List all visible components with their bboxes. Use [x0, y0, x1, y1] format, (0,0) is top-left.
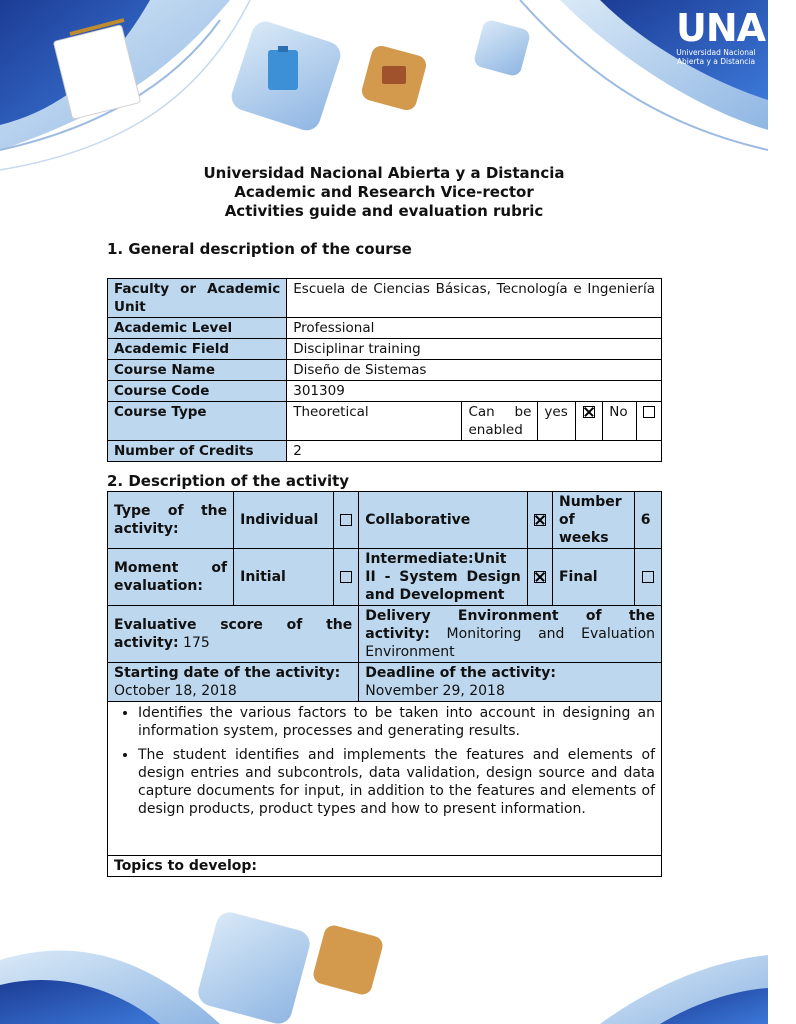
final-label: Final: [552, 549, 634, 606]
collaborative-checkbox[interactable]: [534, 514, 546, 526]
weeks-value: 6: [634, 492, 661, 549]
start-date-cell: [108, 663, 359, 702]
no-label: No: [603, 402, 636, 441]
deadline-value: November 29, 2018: [365, 683, 505, 699]
course-name-value: Diseño de Sistemas: [287, 360, 662, 381]
no-checkbox[interactable]: [643, 406, 655, 418]
header-line3: Activities guide and evaluation rubric: [224, 202, 544, 220]
yes-label: yes: [538, 402, 575, 441]
collaborative-label: Collaborative: [359, 492, 528, 549]
final-checkbox[interactable]: [642, 571, 654, 583]
can-be-enabled-label: Can be enabled: [462, 402, 538, 441]
score-value: 175: [183, 635, 210, 651]
credits-label: Number of Credits: [108, 441, 287, 462]
section1-title: 1. General description of the course: [107, 240, 412, 258]
initial-checkbox-cell: [334, 549, 359, 606]
initial-label: Initial: [234, 549, 334, 606]
delivery-value: Monitoring and Evaluation Environment: [365, 626, 656, 660]
objective-item: • The student identifies and implements the features and elements of design entries and subcontrols, data validation, design source and data capture documents for input, in addition to the features and elements of design products, product types and how to present information.: [138, 746, 655, 818]
intermediate-checkbox[interactable]: [534, 571, 546, 583]
delivery-label: Delivery Environment of the activity:: [365, 608, 655, 642]
credits-value: 2: [287, 441, 662, 462]
logo-sub-line1: Universidad Nacional: [676, 48, 756, 57]
intermediate-checkbox-cell: [527, 549, 552, 606]
header-line2: Academic and Research Vice-rector: [234, 183, 534, 201]
level-label: Academic Level: [108, 318, 287, 339]
individual-label: Individual: [234, 492, 334, 549]
faculty-value: Escuela de Ciencias Básicas, Tecnología e Ingeniería: [287, 279, 662, 318]
logo-mark: UNAD: [676, 6, 796, 50]
unad-logo: [676, 6, 796, 66]
score-cell: [108, 606, 359, 663]
book-icon: [382, 66, 406, 84]
delivery-cell: [359, 606, 662, 663]
score-label: Evaluative score of the activity:: [114, 617, 353, 651]
section2-title: 2. Description of the activity: [107, 472, 350, 490]
course-info-table: [107, 278, 662, 462]
no-checkbox-cell: [636, 402, 661, 441]
initial-checkbox[interactable]: [340, 571, 352, 583]
field-value: Disciplinar training: [287, 339, 662, 360]
course-type-value: Theoretical: [287, 402, 462, 441]
individual-checkbox-cell: [334, 492, 359, 549]
course-code-label: Course Code: [108, 381, 287, 402]
objective-item: • Identifies the various factors to be taken into account in designing an information system, processes and generating results.: [138, 704, 655, 740]
field-label: Academic Field: [108, 339, 287, 360]
start-date-value: October 18, 2018: [114, 683, 237, 699]
intermediate-label: Intermediate:Unit II - System Design and Development: [359, 549, 528, 606]
clipboard-icon: [268, 46, 298, 90]
deadline-label: Deadline of the activity:: [365, 665, 556, 681]
objectives-cell: [108, 702, 662, 856]
course-code-value: 301309: [287, 381, 662, 402]
final-checkbox-cell: [634, 549, 661, 606]
document-header: [0, 164, 768, 221]
level-value: Professional: [287, 318, 662, 339]
moment-label: Moment of evaluation:: [108, 549, 234, 606]
topics-label: Topics to develop:: [108, 856, 662, 877]
activity-table: [107, 491, 662, 877]
weeks-label: Number of weeks: [552, 492, 634, 549]
logo-sub-line2: Abierta y a Distancia: [676, 57, 756, 66]
faculty-label: Faculty or Academic Unit: [108, 279, 287, 318]
yes-checkbox-cell: [575, 402, 602, 441]
activity-type-label: Type of the activity:: [108, 492, 234, 549]
course-type-label: Course Type: [108, 402, 287, 441]
start-date-label: Starting date of the activity:: [114, 665, 341, 681]
course-name-label: Course Name: [108, 360, 287, 381]
deadline-cell: [359, 663, 662, 702]
individual-checkbox[interactable]: [340, 514, 352, 526]
objectives-list: [114, 704, 655, 818]
collaborative-checkbox-cell: [527, 492, 552, 549]
header-line1: Universidad Nacional Abierta y a Distancia: [203, 164, 565, 182]
yes-checkbox[interactable]: [583, 406, 595, 418]
